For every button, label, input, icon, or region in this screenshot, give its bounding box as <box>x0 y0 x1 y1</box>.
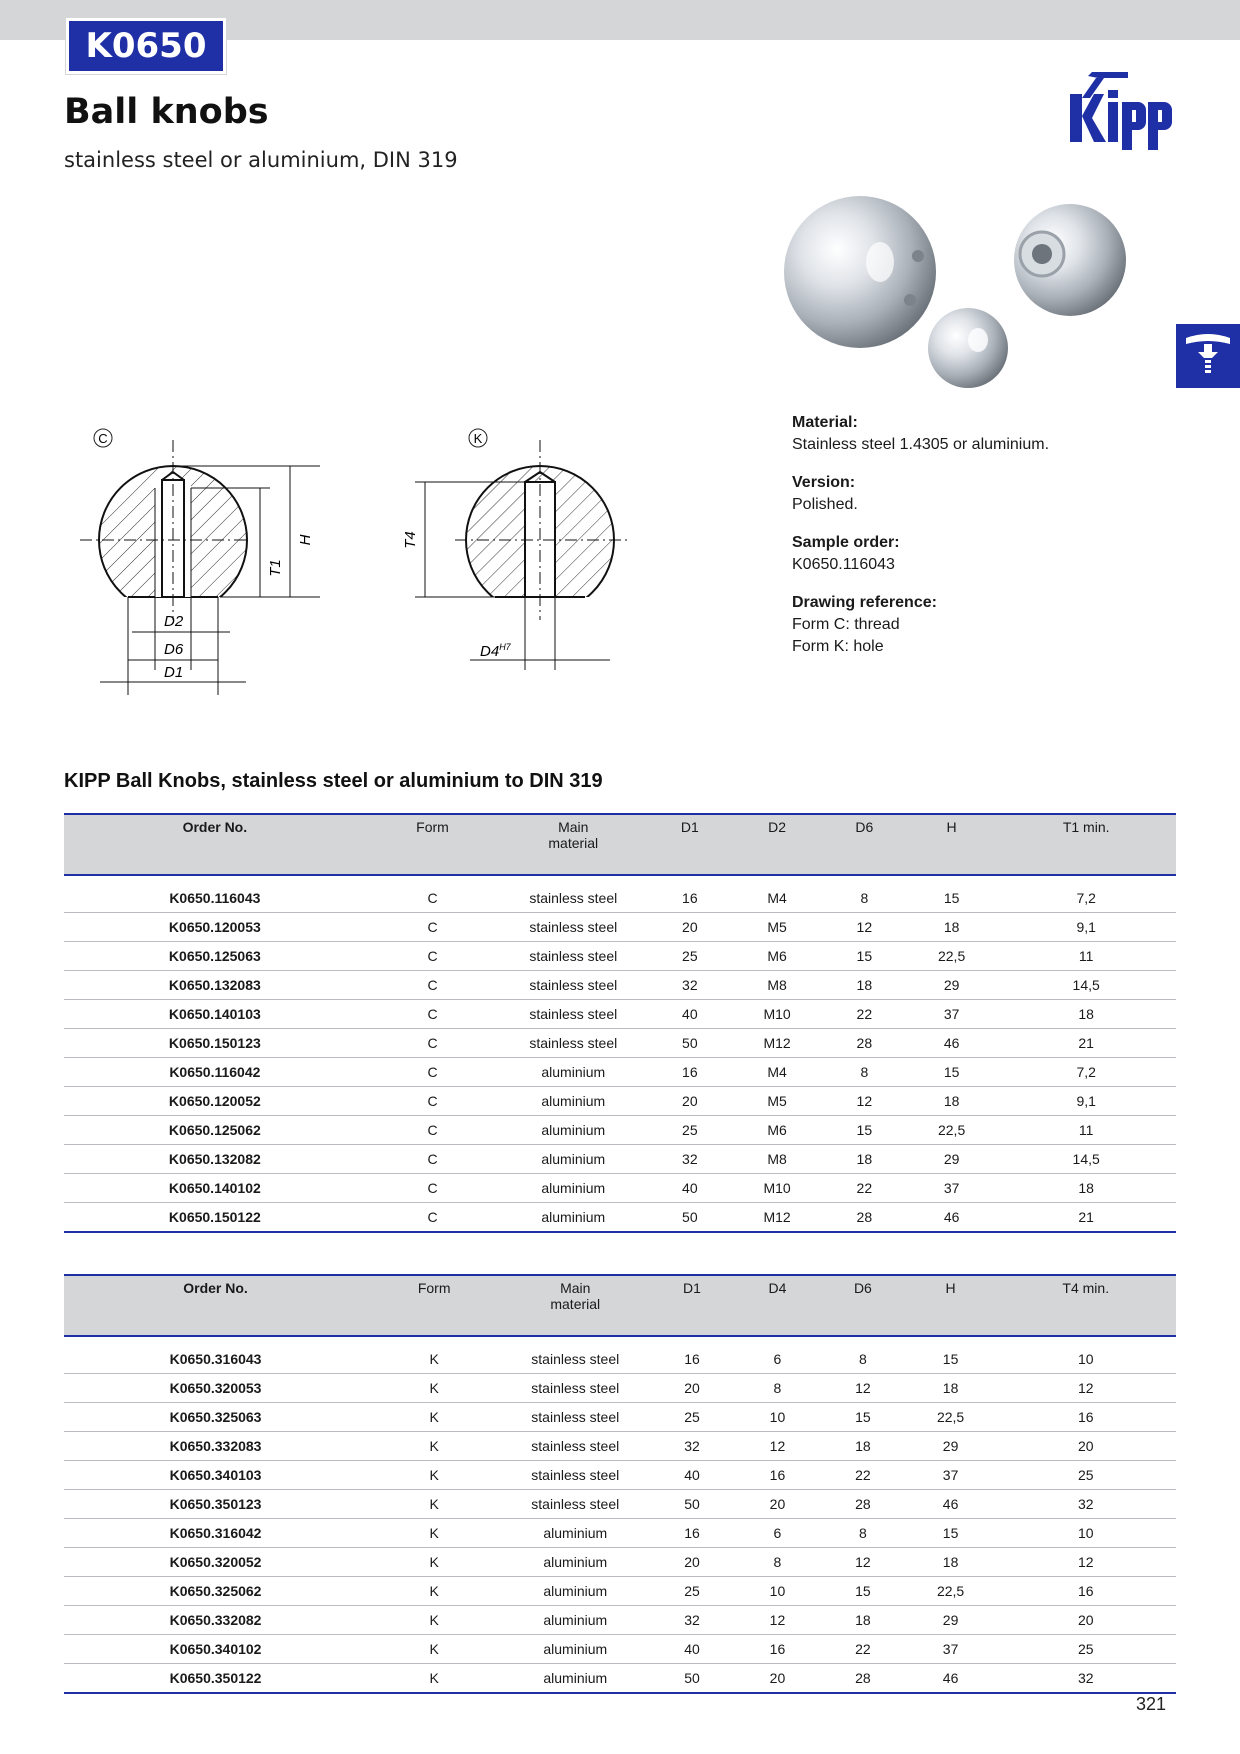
table-cell: 22 <box>820 1635 905 1664</box>
table-row <box>64 1577 1176 1606</box>
table-cell: 22,5 <box>907 942 996 971</box>
table-cell: 16 <box>649 1519 734 1548</box>
table-cell: 32 <box>649 1606 734 1635</box>
table-cell: K0650.350123 <box>64 1490 367 1519</box>
table-cell: 20 <box>996 1432 1176 1461</box>
table-cell: K0650.332082 <box>64 1606 367 1635</box>
table-row <box>64 1548 1176 1577</box>
table-cell: K0650.350122 <box>64 1664 367 1694</box>
drawing-reference-label: Drawing reference: <box>792 594 937 611</box>
table-row <box>64 1519 1176 1548</box>
table-cell: 20 <box>735 1490 820 1519</box>
table-cell: 10 <box>735 1403 820 1432</box>
column-header: Form <box>367 1275 501 1336</box>
table-cell: 18 <box>996 1000 1176 1029</box>
clamping-lever-icon <box>1176 324 1240 388</box>
table-cell: 15 <box>907 875 996 913</box>
table-cell: 29 <box>906 1606 996 1635</box>
column-header: D1 <box>649 1275 734 1336</box>
table-cell: C <box>366 1203 500 1233</box>
table-cell: 28 <box>822 1029 907 1058</box>
column-header: T1 min. <box>996 814 1176 875</box>
table-cell: 50 <box>647 1203 732 1233</box>
table-cell: 46 <box>906 1490 996 1519</box>
table-cell: 16 <box>996 1577 1176 1606</box>
table-cell: 16 <box>647 875 732 913</box>
svg-text:T4: T4 <box>402 531 419 549</box>
table-cell: 14,5 <box>996 1145 1176 1174</box>
table-cell: M6 <box>732 1116 821 1145</box>
table-cell: K0650.140103 <box>64 1000 366 1029</box>
table-cell: stainless steel <box>501 1490 649 1519</box>
table-cell: 9,1 <box>996 913 1176 942</box>
table-row <box>64 1029 1176 1058</box>
table-cell: 32 <box>996 1490 1176 1519</box>
column-header: D6 <box>822 814 907 875</box>
table-cell: 22 <box>822 1000 907 1029</box>
table-cell: K0650.340102 <box>64 1635 367 1664</box>
table-cell: 12 <box>820 1374 905 1403</box>
table-cell: K <box>367 1461 501 1490</box>
material-value: Stainless steel 1.4305 or aluminium. <box>792 436 1050 453</box>
table-header-row <box>64 1275 1176 1336</box>
column-header: H <box>906 1275 996 1336</box>
table-cell: 40 <box>647 1174 732 1203</box>
table-cell: M12 <box>732 1203 821 1233</box>
table-cell: stainless steel <box>501 1374 649 1403</box>
column-header: D6 <box>820 1275 905 1336</box>
table-cell: stainless steel <box>501 1461 649 1490</box>
table-cell: 18 <box>906 1374 996 1403</box>
table-cell: K <box>367 1490 501 1519</box>
table-cell: stainless steel <box>499 971 647 1000</box>
table-cell: 12 <box>996 1548 1176 1577</box>
table-cell: C <box>366 1116 500 1145</box>
table-cell: K0650.140102 <box>64 1174 366 1203</box>
table-row <box>64 1461 1176 1490</box>
svg-text:C: C <box>98 431 108 446</box>
table-cell: 25 <box>649 1577 734 1606</box>
table-cell: aluminium <box>499 1145 647 1174</box>
svg-text:H: H <box>297 534 314 546</box>
table-cell: 8 <box>822 1058 907 1087</box>
drawing-reference-value-2: Form K: hole <box>792 638 884 655</box>
table-cell: C <box>366 1145 500 1174</box>
table-cell: K <box>367 1336 501 1374</box>
table-cell: stainless steel <box>501 1432 649 1461</box>
table-cell: 21 <box>996 1203 1176 1233</box>
table-cell: 12 <box>822 1087 907 1116</box>
table-cell: 25 <box>647 1116 732 1145</box>
table-cell: 40 <box>649 1461 734 1490</box>
table-cell: 18 <box>906 1548 996 1577</box>
table-cell: 32 <box>647 971 732 1000</box>
sample-order-label: Sample order: <box>792 534 900 551</box>
table-cell: 25 <box>996 1635 1176 1664</box>
table-cell: C <box>366 913 500 942</box>
table-cell: K0650.332083 <box>64 1432 367 1461</box>
product-code-badge: K0650 <box>66 18 226 74</box>
table-cell: M8 <box>732 1145 821 1174</box>
table-cell: K0650.125062 <box>64 1116 366 1145</box>
version-value: Polished. <box>792 496 858 513</box>
table-cell: M5 <box>732 1087 821 1116</box>
table-cell: K <box>367 1606 501 1635</box>
table-cell: 15 <box>907 1058 996 1087</box>
table-cell: M10 <box>732 1000 821 1029</box>
table-cell: stainless steel <box>501 1403 649 1432</box>
table-row <box>64 1203 1176 1233</box>
page-title: Ball knobs <box>64 92 269 132</box>
table-row <box>64 1000 1176 1029</box>
table-cell: 22,5 <box>906 1403 996 1432</box>
table-cell: 20 <box>647 1087 732 1116</box>
table-cell: 6 <box>735 1336 820 1374</box>
table-cell: aluminium <box>499 1058 647 1087</box>
table-cell: 20 <box>735 1664 820 1694</box>
table-cell: K0650.120052 <box>64 1087 366 1116</box>
table-cell: M5 <box>732 913 821 942</box>
table-row <box>64 1664 1176 1694</box>
table-cell: 21 <box>996 1029 1176 1058</box>
table-cell: 32 <box>649 1432 734 1461</box>
table-cell: 46 <box>907 1029 996 1058</box>
table-header-row <box>64 814 1176 875</box>
table-cell: stainless steel <box>499 942 647 971</box>
column-header: Main material <box>499 814 647 875</box>
table-cell: 18 <box>820 1606 905 1635</box>
material-label: Material: <box>792 414 858 431</box>
table-cell: M4 <box>732 1058 821 1087</box>
table-cell: aluminium <box>501 1635 649 1664</box>
table-cell: 10 <box>735 1577 820 1606</box>
table-cell: 10 <box>996 1336 1176 1374</box>
form-k-table <box>64 1274 1176 1694</box>
column-header: Form <box>366 814 500 875</box>
table-cell: 8 <box>822 875 907 913</box>
column-header: D1 <box>647 814 732 875</box>
table-cell: K <box>367 1548 501 1577</box>
table-cell: stainless steel <box>499 1029 647 1058</box>
table-cell: 46 <box>907 1203 996 1233</box>
column-header: H <box>907 814 996 875</box>
table-cell: C <box>366 1058 500 1087</box>
table-cell: 16 <box>735 1635 820 1664</box>
table-cell: aluminium <box>501 1664 649 1694</box>
table-heading: KIPP Ball Knobs, stainless steel or aluminium to DIN 319 <box>64 770 603 792</box>
table-cell: 18 <box>996 1174 1176 1203</box>
table-cell: aluminium <box>499 1116 647 1145</box>
table-cell: 40 <box>647 1000 732 1029</box>
table-cell: C <box>366 1029 500 1058</box>
table-cell: 37 <box>906 1635 996 1664</box>
table-cell: 32 <box>647 1145 732 1174</box>
svg-text:D4H7: $D4^{H7}$ <box>480 642 511 660</box>
table-cell: 18 <box>907 913 996 942</box>
table-row <box>64 1174 1176 1203</box>
table-cell: aluminium <box>501 1606 649 1635</box>
svg-text:D6: D6 <box>164 641 184 658</box>
table-cell: K <box>367 1403 501 1432</box>
table-cell: aluminium <box>501 1548 649 1577</box>
svg-text:D1: D1 <box>164 664 184 681</box>
table-cell: 14,5 <box>996 971 1176 1000</box>
table-cell: aluminium <box>499 1087 647 1116</box>
category-tab[interactable] <box>1176 324 1240 388</box>
table-row <box>64 1606 1176 1635</box>
table-row <box>64 1145 1176 1174</box>
table-cell: C <box>366 942 500 971</box>
table-cell: 28 <box>822 1203 907 1233</box>
table-row <box>64 971 1176 1000</box>
table-cell: 28 <box>820 1664 905 1694</box>
table-cell: K0650.125063 <box>64 942 366 971</box>
table-cell: 29 <box>907 971 996 1000</box>
form-c-drawing <box>80 429 320 695</box>
table-cell: 18 <box>822 1145 907 1174</box>
table-cell: 10 <box>996 1519 1176 1548</box>
column-header: T4 min. <box>996 1275 1176 1336</box>
table-cell: 15 <box>906 1519 996 1548</box>
table-row <box>64 1403 1176 1432</box>
table-cell: 22 <box>820 1461 905 1490</box>
table-cell: 20 <box>996 1606 1176 1635</box>
sample-order-group <box>792 532 1212 576</box>
table-cell: 12 <box>735 1432 820 1461</box>
table-cell: K0650.132083 <box>64 971 366 1000</box>
table-cell: 12 <box>996 1374 1176 1403</box>
table-cell: K0650.120053 <box>64 913 366 942</box>
table-cell: aluminium <box>501 1577 649 1606</box>
table-cell: aluminium <box>501 1519 649 1548</box>
technical-drawing <box>70 420 630 700</box>
table-cell: K0650.320053 <box>64 1374 367 1403</box>
table-cell: 37 <box>907 1000 996 1029</box>
table-cell: K0650.316043 <box>64 1336 367 1374</box>
table-row <box>64 1336 1176 1374</box>
table-cell: 15 <box>820 1403 905 1432</box>
drawing-reference-value-1: Form C: thread <box>792 616 900 633</box>
column-header: Order No. <box>64 814 366 875</box>
table-cell: aluminium <box>499 1203 647 1233</box>
version-group <box>792 472 1212 516</box>
svg-text:T1: T1 <box>267 559 284 577</box>
table-cell: 16 <box>649 1336 734 1374</box>
column-header: D4 <box>735 1275 820 1336</box>
table-cell: 16 <box>647 1058 732 1087</box>
form-k-drawing <box>402 429 630 670</box>
material-group <box>792 412 1212 456</box>
table-cell: 37 <box>907 1174 996 1203</box>
table-cell: 11 <box>996 942 1176 971</box>
table-cell: 12 <box>820 1548 905 1577</box>
table-cell: 40 <box>649 1635 734 1664</box>
table-cell: 29 <box>907 1145 996 1174</box>
table-cell: stainless steel <box>499 913 647 942</box>
column-header: Main material <box>501 1275 649 1336</box>
table-cell: K0650.340103 <box>64 1461 367 1490</box>
table-cell: 12 <box>735 1606 820 1635</box>
page-number: 321 <box>1136 1694 1167 1714</box>
table-row <box>64 1087 1176 1116</box>
table-cell: K <box>367 1519 501 1548</box>
table-cell: C <box>366 1087 500 1116</box>
table-cell: 7,2 <box>996 875 1176 913</box>
table-cell: stainless steel <box>499 1000 647 1029</box>
table-cell: stainless steel <box>499 875 647 913</box>
table-cell: K0650.116042 <box>64 1058 366 1087</box>
table-cell: C <box>366 971 500 1000</box>
table-cell: 8 <box>735 1548 820 1577</box>
table-cell: C <box>366 875 500 913</box>
table-row <box>64 1058 1176 1087</box>
sample-order-value: K0650.116043 <box>792 556 895 573</box>
table-cell: 50 <box>647 1029 732 1058</box>
table-cell: 18 <box>822 971 907 1000</box>
table-cell: 46 <box>906 1664 996 1694</box>
table-cell: K <box>367 1432 501 1461</box>
table-cell: 25 <box>649 1403 734 1432</box>
table-cell: K <box>367 1577 501 1606</box>
column-header: D2 <box>732 814 821 875</box>
product-photo <box>780 190 1140 400</box>
table-row <box>64 1490 1176 1519</box>
table-cell: 20 <box>649 1548 734 1577</box>
table-cell: stainless steel <box>501 1336 649 1374</box>
table-cell: 50 <box>649 1664 734 1694</box>
table-cell: K0650.320052 <box>64 1548 367 1577</box>
table-cell: 8 <box>820 1336 905 1374</box>
version-label: Version: <box>792 474 856 491</box>
table-cell: 15 <box>822 942 907 971</box>
table-cell: K <box>367 1374 501 1403</box>
table-cell: K0650.325063 <box>64 1403 367 1432</box>
table-cell: 22,5 <box>906 1577 996 1606</box>
table-cell: M12 <box>732 1029 821 1058</box>
table-cell: 18 <box>820 1432 905 1461</box>
table-row <box>64 913 1176 942</box>
table-cell: M8 <box>732 971 821 1000</box>
table-cell: 16 <box>996 1403 1176 1432</box>
table-cell: 25 <box>996 1461 1176 1490</box>
table-cell: K <box>367 1664 501 1694</box>
table-cell: K0650.325062 <box>64 1577 367 1606</box>
table-cell: M10 <box>732 1174 821 1203</box>
table-cell: 15 <box>820 1577 905 1606</box>
table-row <box>64 942 1176 971</box>
table-cell: 29 <box>906 1432 996 1461</box>
table-row <box>64 1432 1176 1461</box>
table-row <box>64 1116 1176 1145</box>
page-subtitle: stainless steel or aluminium, DIN 319 <box>64 148 458 172</box>
table-cell: 6 <box>735 1519 820 1548</box>
table-cell: M4 <box>732 875 821 913</box>
table-cell: 15 <box>822 1116 907 1145</box>
table-cell: 22,5 <box>907 1116 996 1145</box>
table-cell: 37 <box>906 1461 996 1490</box>
column-header: Order No. <box>64 1275 367 1336</box>
table-row <box>64 1635 1176 1664</box>
table-cell: 18 <box>907 1087 996 1116</box>
kipp-logo <box>1068 72 1180 162</box>
table-cell: K0650.150123 <box>64 1029 366 1058</box>
table-cell: K0650.150122 <box>64 1203 366 1233</box>
table-cell: 50 <box>649 1490 734 1519</box>
table-cell: 16 <box>735 1461 820 1490</box>
table-cell: K0650.116043 <box>64 875 366 913</box>
table-cell: K <box>367 1635 501 1664</box>
table-cell: aluminium <box>499 1174 647 1203</box>
table-cell: C <box>366 1174 500 1203</box>
table-cell: M6 <box>732 942 821 971</box>
svg-text:K: K <box>473 431 483 446</box>
table-cell: 32 <box>996 1664 1176 1694</box>
table-cell: C <box>366 1000 500 1029</box>
table-cell: 9,1 <box>996 1087 1176 1116</box>
table-cell: 8 <box>820 1519 905 1548</box>
table-cell: 20 <box>649 1374 734 1403</box>
table-cell: 15 <box>906 1336 996 1374</box>
table-cell: K0650.316042 <box>64 1519 367 1548</box>
table-cell: 28 <box>820 1490 905 1519</box>
svg-text:D2: D2 <box>164 613 184 630</box>
table-cell: 20 <box>647 913 732 942</box>
form-c-table <box>64 813 1176 1233</box>
table-cell: K0650.132082 <box>64 1145 366 1174</box>
table-row <box>64 1374 1176 1403</box>
table-cell: 11 <box>996 1116 1176 1145</box>
table-row <box>64 875 1176 913</box>
table-cell: 22 <box>822 1174 907 1203</box>
table-cell: 12 <box>822 913 907 942</box>
drawing-reference-group <box>792 592 1212 658</box>
info-panel <box>792 412 1212 674</box>
table-cell: 8 <box>735 1374 820 1403</box>
table-cell: 7,2 <box>996 1058 1176 1087</box>
table-cell: 25 <box>647 942 732 971</box>
